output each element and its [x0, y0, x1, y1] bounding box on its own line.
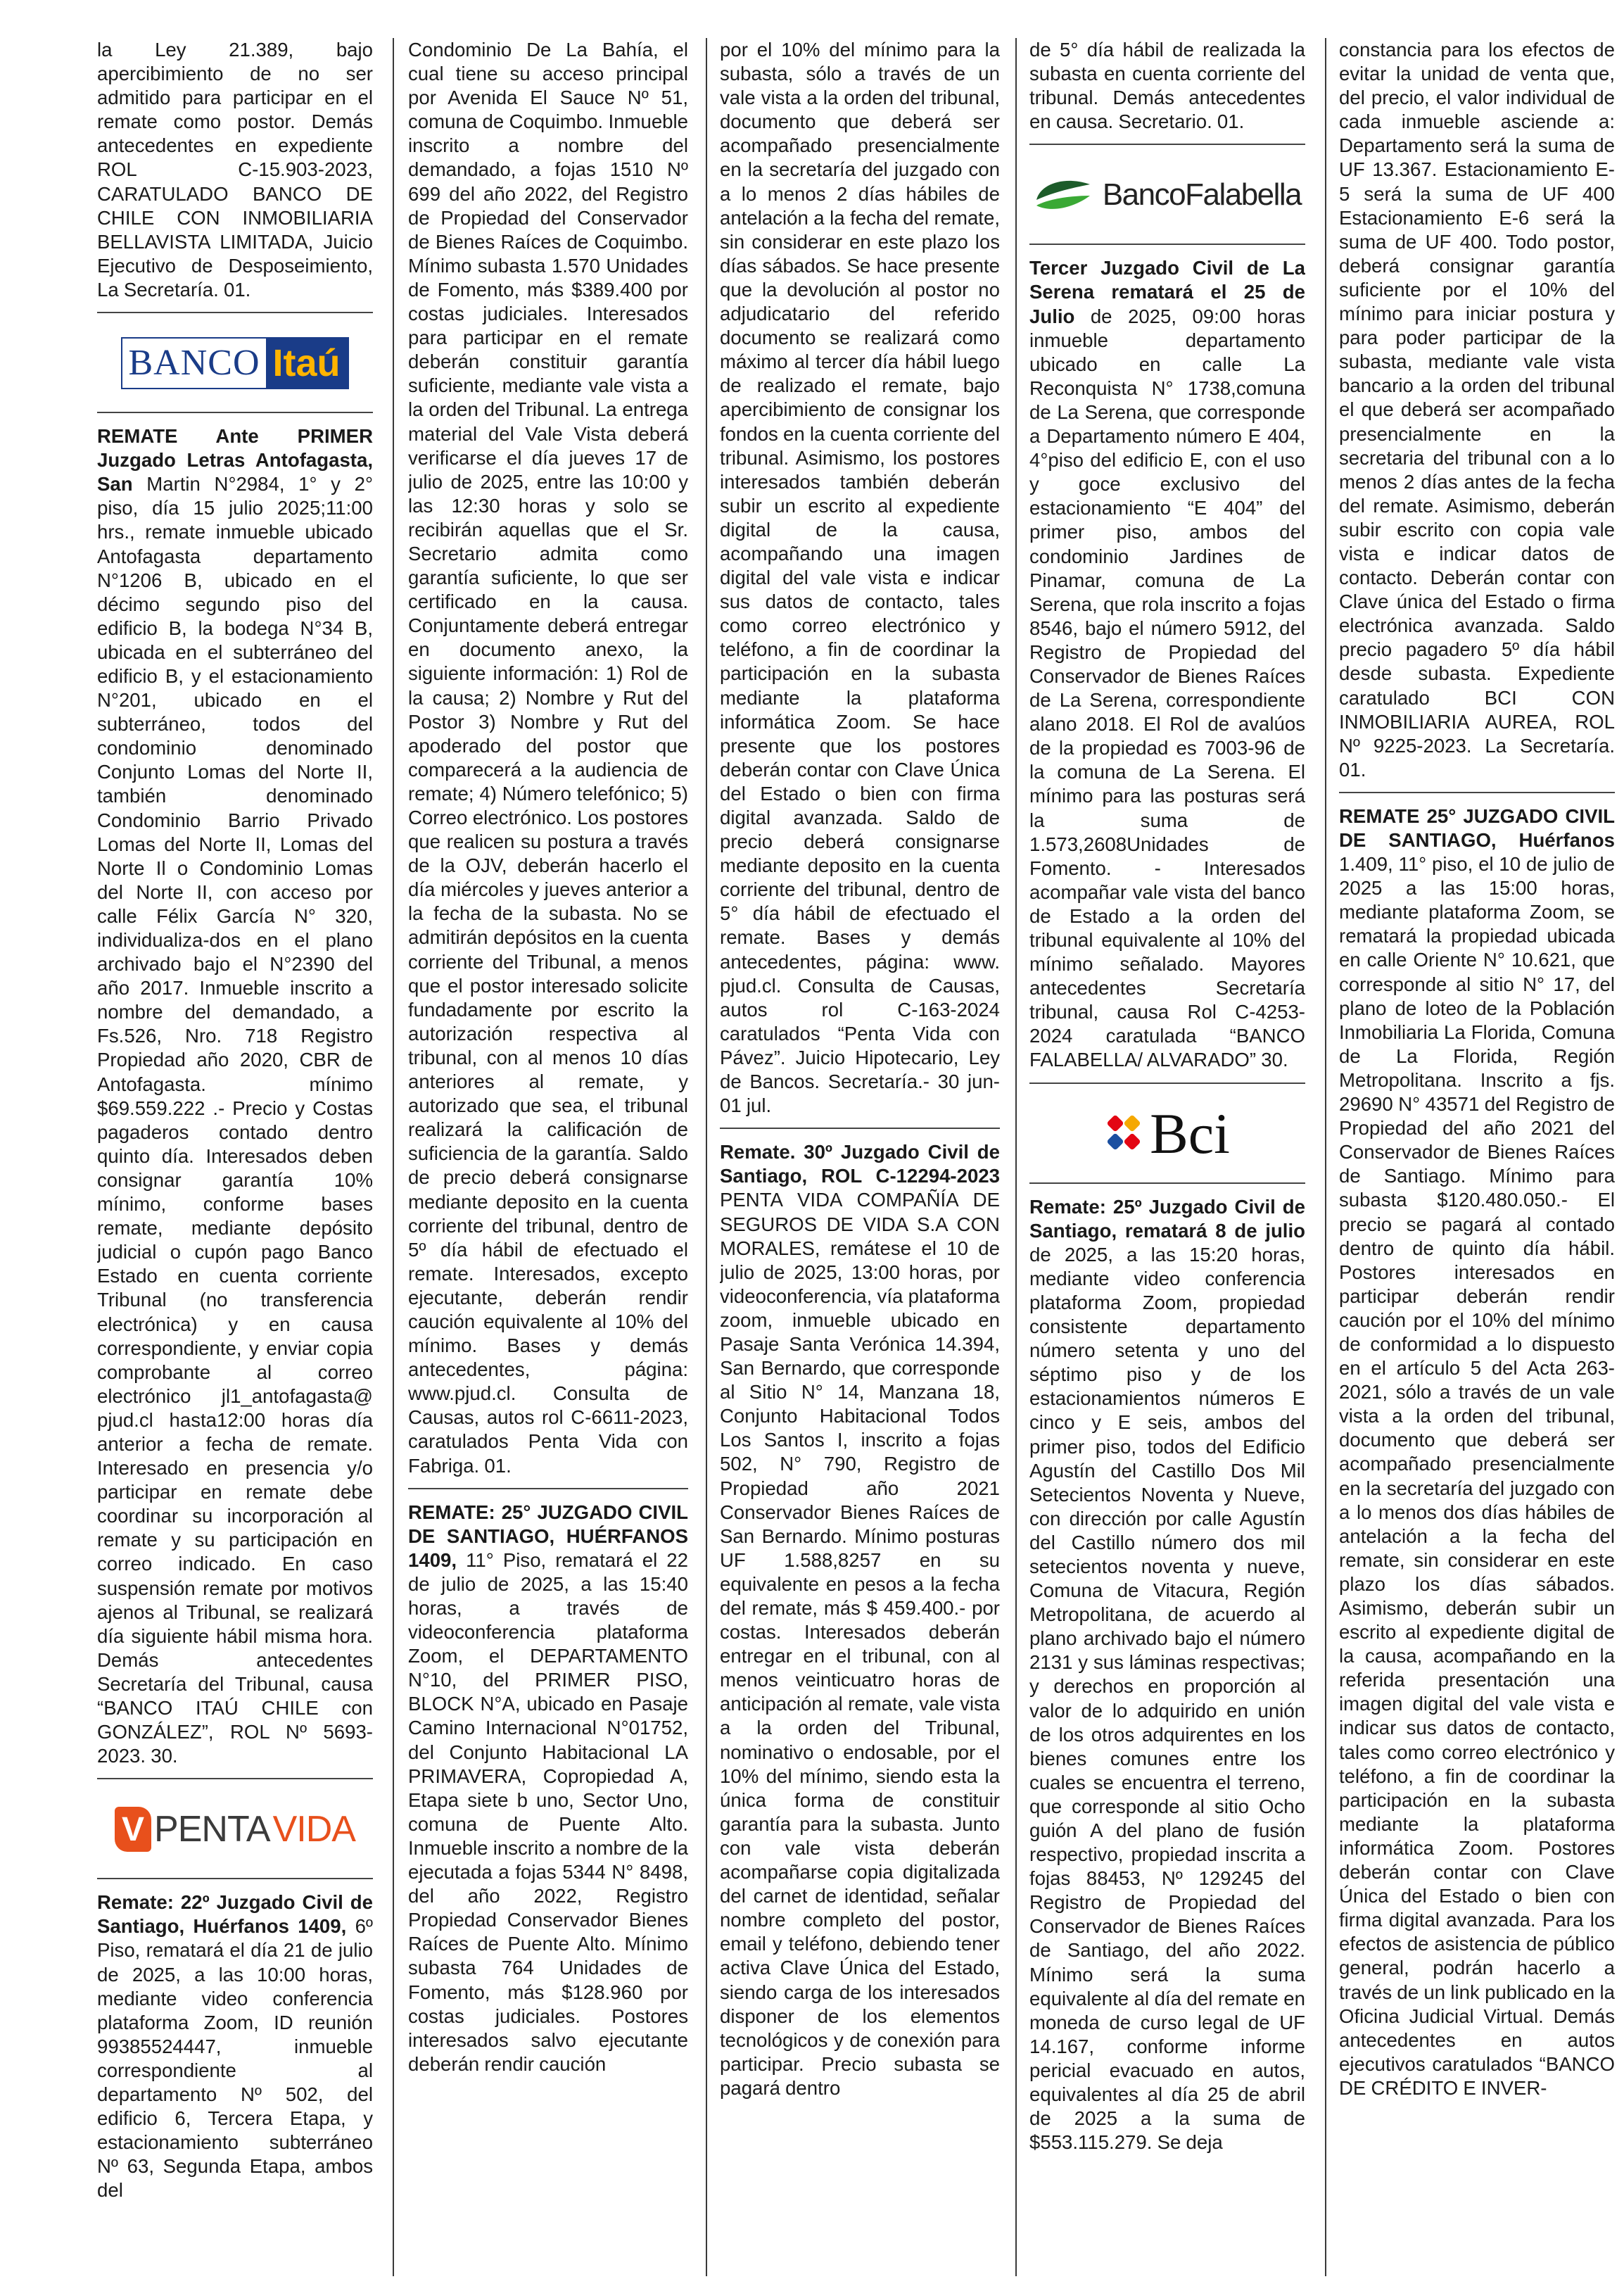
pentavida-logo-icon	[115, 1807, 355, 1852]
column-divider	[706, 38, 707, 2276]
bci-cross-icon	[1105, 1111, 1144, 1156]
itau-logo-icon	[121, 337, 348, 389]
classifieds-page	[83, 38, 1615, 2276]
column-divider	[393, 38, 394, 2276]
notice-separator	[1029, 244, 1305, 245]
pentavida-word2: VIDA	[272, 1809, 355, 1850]
auction-notice	[1339, 804, 1615, 2100]
notice-body: Martin N°2984, 1° y 2° piso, día 15 julio 2025;11:00 hrs., remate inmueble ubicado Antofagasta departamento N°1206 B, ubicado en el décimo segundo piso del edificio B, la bodega N°34 B, ubicada en el subterráneo del edificio B, y el estacionamiento N°201, ubicado en el subterráneo, todos del condominio denominado Conjunto Lomas del Norte II, también denominado Condominio Barrio Privado Lomas del Norte II, Lomas del Norte Il o Condominio Lomas del Norte II, con acceso por calle Félix García N° 320, individualiza-dos en el plano archivado bajo el N°2390 del año 2017. Inmueble inscrito a nombre del demandado, a Fs.526, Nro. 718 Registro Propiedad año 2020, CBR de Antofagasta. mínimo $69.559.222 .- Precio y Costas pagaderos contado dentro quinto día. Interesados deben consignar garantía 10% mínimo, conforme bases remate, mediante depósito judicial o cupón pago Banco Estado en cuenta corriente Tribunal (no transferencia electrónica) y en causa correspondiente, y enviar copia comprobante al correo electrónico jl1_antofagasta@ pjud.cl hasta12:00 horas día anterior a fecha de remate. Interesado en presencia y/o participar en remate debe coordinar su incorporación al remate y su participación en correo indicado. En caso suspensión remate por motivos ajenos al Tribunal, se realizará día siguiente hábil misma hora. Demás antecedentes Secretaría del Tribunal, causa “BANCO ITAÚ CHILE con GONZÁLEZ”, ROL Nº 5693-2023. 30.	[97, 473, 373, 1767]
notice-body: de 2025, 09:00 horas inmueble departamento ubicado en calle La Reconquista N° 1738,comuna de La Serena, que corresponde a Departamento número E 404, 4°piso del edificio E, con el uso y goce exclusivo del estacionamiento “E 404” del primer piso, ambos del condominio Jardines de Pinamar, comuna de La Serena, que rola inscrito a fojas 8546, bajo el número 5912, del Registro de Propiedad del Conservador de Bienes Raíces de La Serena, correspondiente alano 2018. El Rol de avalúos de la propiedad es 7003-96 de la comuna de La Serena. El mínimo para las posturas será la suma de 1.573,2608Unidades de Fomento. - Interesados acompañar vale vista del banco de Estado a la orden del tribunal equivalente al 10% del mínimo señalado. Mayores antecedentes Secretaría tribunal, causa Rol C-4253-2024 caratulada “BANCO FALABELLA/ ALVARADO” 30.	[1029, 305, 1305, 1071]
auction-notice	[720, 1140, 1000, 2100]
notice-body: 11° Piso, rematará el 22 de julio de 2025, a las 15:40 horas, a través de videoconferencia plataforma Zoom, el DEPARTAMENTO N°10, del PRIMER PISO, BLOCK N°A, ubicado en Pasaje Camino Internacional N°01752, del Conjunto Habitacional LA PRIMAVERA, Copropiedad A, Etapa siete b uno, Sector Uno, comuna de Puente Alto. Inmueble inscrito a nombre de la ejecutada a fojas 5344 N° 8498, del año 2022, Registro Propiedad Conservador Bienes Raíces de Puente Alto. Mínimo subasta 764 Unidades de Fomento, más $128.960 por costas judiciales. Postores interesados salvo ejecutante deberán rendir caución	[408, 1548, 688, 2075]
notice-continuation: de 5° día hábil de realizada la subasta en cuenta corriente del tribunal. Demás antecedentes en causa. Secretario. 01.	[1029, 39, 1305, 133]
bci-logo-icon	[1105, 1101, 1230, 1166]
notice-separator	[97, 1778, 373, 1779]
notice-heading: Remate: 25º Juzgado Civil de Santiago, rematará 8 de julio	[1029, 1195, 1305, 1242]
auction-notice	[1029, 256, 1305, 1072]
notice-separator	[97, 312, 373, 313]
notice-continuation: constancia para los efectos de evitar la unidad de venta que, del precio, el valor individual de cada inmueble asciende a: Departamento será la suma de UF 13.367. Estacionamiento E-5 será la suma de UF 400 Estacionamiento E-6 será la suma de UF 400. Todo postor, deberá consignar garantía suficiente por el 10% del mínimo para iniciar postura y para poder participar de la subasta, mediante vale vista bancario a la orden del tribunal el que deberá ser acompañado presencialmente en la secretaria del tribunal con a lo menos 2 días antes de la fecha del remate. Asimismo, deberán subir escrito con copia vale vista e indicar datos de contacto. Deberán contar con Clave única del Estado o firma electrónica avanzada. Saldo precio pagadero 5º día hábil desde subasta. Expediente caratulado BCI CON INMOBILIARIA AUREA, ROL Nº 9225-2023. La Secretaría. 01.	[1339, 39, 1615, 781]
column-4	[1029, 38, 1305, 2276]
bci-logo	[1029, 1095, 1305, 1173]
falabella-leaf-icon	[1034, 175, 1093, 215]
notice-separator	[408, 1488, 688, 1489]
column-divider	[1015, 38, 1017, 2276]
notice-continuation: la Ley 21.389, bajo apercibimiento de no ser admitido para participar en el remate como postor. Demás antecedentes en expediente ROL C-15.903-2023, CARATULADO BANCO DE CHILE CON INMOBILIARIA BELLAVISTA LIMITADA, Juicio Ejecutivo de Desposeimiento, La Secretaría. 01.	[97, 39, 373, 301]
itau-logo-word: BANCO	[128, 343, 260, 384]
notice-body: 1.409, 11° piso, el 10 de julio de 2025 a las 15:00 horas, mediante plataforma Zoom, se rematará la propiedad ubicada en calle Oriente N° 10.621, que corresponde al sitio N° 17, del plano de loteo de la Población Inmobiliaria La Florida, Comuna de La Florida, Región Metropolitana. Inscrito a fjs. 29690 N° 43571 del Registro de Propiedad del año 2021 del Conservador de Bienes Raíces de Santiago. Mínimo para subasta $120.480.050.- El precio se pagará al contado dentro de quinto día hábil. Postores interesados en participar deberán rendir caución por el 10% del mínimo de conformidad a lo dispuesto en el artículo 5 del Acta 263-2021, sólo a través de un vale vista a la orden del tribunal, documento que deberá ser acompañado presencialmente en la secretaría del juzgado con a lo menos dos días hábiles de antelación a la fecha del remate, sin considerar en este plazo los días sábados. Asimismo, deberán subir un escrito al expediente digital de la causa, acompañando en la referida presentación una imagen digital del vale vista e indicar sus datos de contacto, tales como correo electrónico y teléfono, a fin de coordinar la participación en la subasta mediante la plataforma informática Zoom. Postores deberán contar con Clave Única del Estado o bien con firma digital avanzada. Para los efectos de asistencia de público general, podrán hacerlo a través de un link publicado en la Oficina Judicial Virtual. Demás antecedentes en autos ejecutivos caratulados “BANCO DE CRÉDITO E INVER-	[1339, 853, 1615, 2099]
notice-heading: Remate: 22º Juzgado Civil de Santiago, Huérfanos 1409,	[97, 1891, 373, 1938]
notice-separator	[97, 412, 373, 413]
pentavida-word1: PENTA	[154, 1809, 270, 1850]
auction-notice	[408, 1501, 688, 2076]
column-3	[720, 38, 1000, 2276]
falabella-logo-icon	[1034, 175, 1301, 215]
falabella-logo	[1029, 156, 1305, 234]
notice-separator	[1029, 1083, 1305, 1084]
auction-notice	[97, 424, 373, 1768]
notice-separator	[1029, 1182, 1305, 1184]
notice-continuation: Condominio De La Bahía, el cual tiene su acceso principal por Avenida El Sauce Nº 51, comuna de Coquimbo. Inmueble inscrito a nombre del demandado, a fojas 1510 Nº 699 del año 2022, del Registro de Propiedad del Conservador de Bienes Raíces de Coquimbo. Mínimo subasta 1.570 Unidades de Fomento, más $389.400 por costas judiciales. Interesados para participar en el remate deberán constituir garantía suficiente, mediante vale vista a la orden del Tribunal. La entrega material del Vale Vista deberá verificarse el día jueves 17 de julio de 2025, entre las 10:00 y las 12:30 horas y solo se recibirán aquellas que el Sr. Secretario admita como garantía suficiente, lo que ser certificado en la causa. Conjuntamente deberá entregar en documento anexo, la siguiente información: 1) Rol de la causa; 2) Nombre y Rut del Postor 3) Nombre y Rut del apoderado del postor que comparecerá a la audiencia de remate; 4) Número telefónico; 5) Correo electrónico. Los postores que realicen su postura a través de la OJV, deberán hacerlo el día miércoles y jueves anterior a la fecha de la subasta. No se admitirán depósitos en la cuenta corriente del Tribunal, a menos que el postor interesado solicite fundadamente por escrito la autorización respectiva al tribunal, con al menos 10 días anteriores al remate, y autorizado que sea, el tribunal realizará la calificación de suficiencia de la garantía. Saldo de precio deberá consignarse mediante deposito en la cuenta corriente del tribunal, dentro de 5º día hábil de efectuado el remate. Interesados, excepto ejecutante, deberán rendir caución equivalente al 10% del mínimo. Bases y demás antecedentes, página: www.pjud.cl. Consulta de Causas, autos rol C-6611-2023, caratulados Penta Vida con Fabriga. 01.	[408, 39, 688, 1477]
notice-body: PENTA VIDA COMPAÑÍA DE SEGUROS DE VIDA S.A CON MORALES, remátese el 10 de julio de 2025, 13:00 horas, por videoconferencia, vía plataforma zoom, inmueble ubicado en Pasaje Santa Verónica 14.394, San Bernardo, que corresponde al Sitio N° 14, Manzana 18, Conjunto Habitacional Todos Los Santos I, inscrito a fojas 502, N° 790, Registro de Propiedad año 2021 Conservador Bienes Raíces de San Bernardo. Mínimo posturas UF 1.588,8257 en su equivalente en pesos a la fecha del remate, más $ 459.400.- por costas. Interesados deberán entregar en el tribunal, con al menos veinticuatro horas de anticipación al remate, vale vista a la orden del Tribunal, nominativo o endosable, por el 10% del mínimo, siendo esta la única forma de constituir garantía para la subasta. Junto con vale vista deberán acompañarse copia digitalizada del carnet de identidad, señalar nombre completo del postor, email y teléfono, debiendo tener activa Clave Única del Estado, siendo carga de los interesados disponer de los elementos tecnológicos y de conexión para participar. Precio subasta se pagará dentro	[720, 1189, 1000, 2099]
itau-logo	[97, 324, 373, 402]
falabella-word1: Banco	[1102, 177, 1186, 213]
notice-heading: REMATE 25° JUZGADO CIVIL DE SANTIAGO, Huérfanos	[1339, 804, 1615, 851]
notice-separator	[1029, 144, 1305, 145]
column-2	[408, 38, 688, 2276]
notice-separator	[720, 1128, 1000, 1129]
notice-body: de 2025, a las 15:20 horas, mediante video conferencia plataforma Zoom, propiedad consistente departamento número setenta y uno del séptimo piso y de los estacionamientos números E cinco y E seis, ambos del primer piso, todos del Edificio Agustín del Castillo Dos Mil Setecientos Noventa y Nueve, con dirección por calle Agustín del Castillo número dos mil setecientos noventa y nueve, Comuna de Vitacura, Región Metropolitana, de acuerdo al plano archivado bajo el número 2131 y sus láminas respectivas; y derechos en proporción al valor de lo adquirido en unión de los otros adquirentes en los bienes comunes entre los cuales se encuentra el terreno, que corresponde al sitio Ocho guión A del plano de fusión respectivo, propiedad inscrita a fojas 88453, Nº 129245 del Registro de Propiedad del Conservador de Bienes Raíces de Santiago, del año 2022. Mínimo será la suma equivalente al día del remate en moneda de curso legal de UF 14.167, conforme informe pericial evacuado en autos, equivalentes al día 25 de abril de 2025 a la suma de $553.115.279. Se deja	[1029, 1243, 1305, 2154]
notice-separator	[97, 1878, 373, 1879]
column-divider	[1325, 38, 1326, 2276]
column-5	[1339, 38, 1615, 2276]
auction-notice	[1029, 1195, 1305, 2155]
column-1	[97, 38, 373, 2276]
pentavida-mark: V	[115, 1807, 151, 1852]
notice-heading: Tercer Juzgado Civil de La Serena rematará el 25 de Julio	[1029, 257, 1305, 327]
itau-logo-brand: Itaú	[266, 339, 348, 388]
auction-notice	[97, 1891, 373, 2202]
notice-continuation: por el 10% del mínimo para la subasta, sólo a través de un vale vista a la orden del tribunal, documento que deberá ser acompañado presencialmente en la secretaría del juzgado con a lo menos 2 días hábiles de antelación a la fecha del remate, sin considerar en este plazo los días sábados. Se hace presente que la devolución al postor no adjudicatario del referido documento se realizará como máximo al tercer día hábil luego de realizado el remate, bajo apercibimiento de consignar los fondos en la cuenta corriente del tribunal. Asimismo, los postores interesados también deberán subir un escrito al expediente digital de la causa, acompañando una imagen digital del vale vista e indicar sus datos de contacto, tales como correo electrónico y teléfono, a fin de coordinar la participación en la subasta mediante la plataforma informática Zoom. Se hace presente que los postores deberán contar con Clave Única del Estado o bien con firma digital avanzada. Saldo de precio deberá consignarse mediante deposito en la cuenta corriente del tribunal, dentro de 5° día hábil de efectuado el remate. Bases y demás antecedentes, página: www. pjud.cl. Consulta de Causas, autos rol C-163-2024 caratulados “Penta Vida con Pávez”. Juicio Hipotecario, Ley de Bancos. Secretaría.- 30 jun-01 jul.	[720, 39, 1000, 1117]
notice-heading: REMATE Ante PRIMER Juzgado Letras Antofagasta, San	[97, 425, 373, 496]
bci-word: Bci	[1150, 1101, 1230, 1166]
pentavida-logo	[97, 1791, 373, 1868]
notice-heading: REMATE: 25° JUZGADO CIVIL DE SANTIAGO, HUÉRFANOS 1409,	[408, 1501, 688, 1571]
notice-body: 6º Piso, rematará el día 21 de julio de 2025, a las 10:00 horas, mediante video conferencia plataforma Zoom, ID reunión 99385524447, inmueble correspondiente al departamento Nº 502, del edificio 6, Tercera Etapa, y estacionamiento subterráneo Nº 63, Segunda Etapa, ambos del	[97, 1915, 373, 2202]
notice-separator	[1339, 792, 1615, 793]
falabella-word2: Falabella	[1185, 177, 1302, 213]
notice-heading: Remate. 30º Juzgado Civil de Santiago, ROL C-12294-2023	[720, 1141, 1000, 1187]
